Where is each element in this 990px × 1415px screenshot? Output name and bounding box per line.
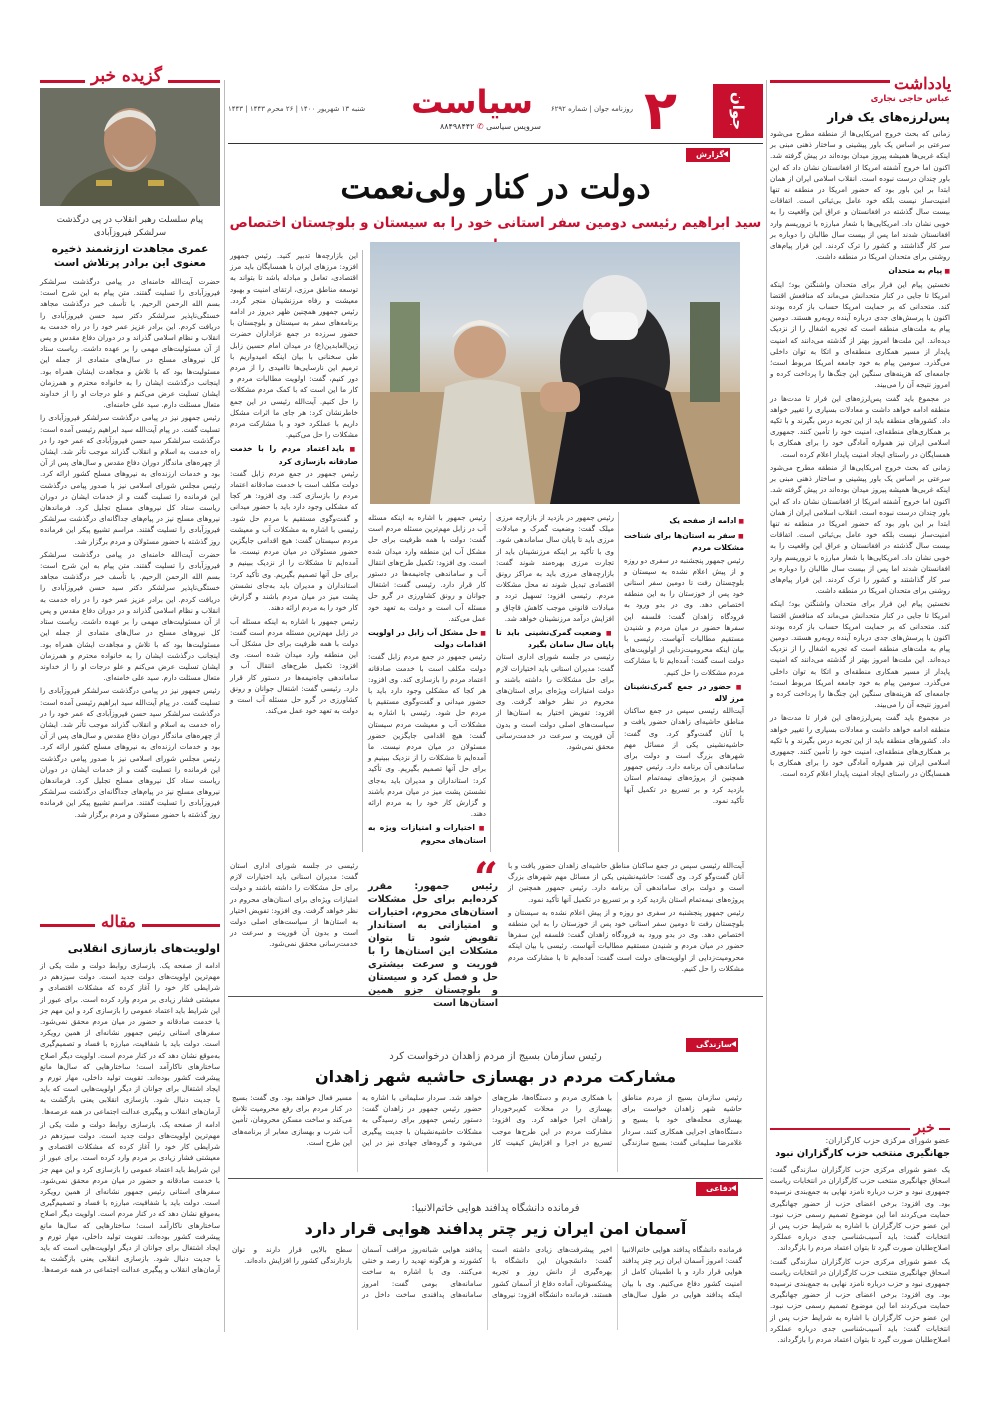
right-col-text-4: زمانی که بحث خروج امریکایی‌ها از منطقه مطرح می‌شود سرعتی بر اساس یک باور پیشینی و ساختار ذهنی مبنی بر اینکه غربی‌ها همیشه پیروز میدان بوده‌اند در پیش گرفته شد. اکنون اما خروج آشفته امریکا از افغانستان نشان داد که این باور چندان درست نبوده است. انقلاب اسلامی ایران از همان ابتدا بر این باور بود که حضور امریکا در منطقه نه تنها امنیت‌ساز نیست بلکه خود عامل بی‌ثباتی است. اتفاقات بیست سال گذشته در افغانستان و عراق این واقعیت را به خوبی نشان داد. امریکایی‌ها با شعار مبارزه با تروریسم وارد افغانستان شدند اما پس از بیست سال طالبان را دوباره بر سر کار گذاشتند و کشور را ترک کردند. این فرار پیام‌های روشنی برای متحدان امریکا در منطقه داشت. (770, 462, 950, 596)
right-col-text-2: نخستین پیام این فرار برای متحدان واشنگتن بود؛ اینکه امریکا تا جایی در کنار متحدانش می‌ماند که منافعش اقتضا کند. متحدانی که بر حمایت امریکا حساب باز کرده بودند اکنون با پرسش‌های جدی درباره آینده روبه‌رو هستند. دومین پیام به ملت‌های منطقه است که تجربه اشغال را از نزدیک دیده‌اند. این ملت‌ها امروز بهتر از گذشته می‌دانند که امنیت پایدار از مسیر همکاری منطقه‌ای و اتکا به توان داخلی می‌گذرد. سومین پیام به خود جامعه امریکا مربوط است؛ جامعه‌ای که هزینه‌های سنگین این جنگ‌ها را پرداخت کرده و امروز نتیجه آن را می‌بیند. (770, 279, 950, 390)
right-col-text-6: در مجموع باید گفت پس‌لرزه‌های این فرار تا مدت‌ها در منطقه ادامه خواهد داشت و معادلات بسیاری را تغییر خواهد داد. کشورهای منطقه باید از این تجربه درس بگیرند و با تکیه بر همکاری‌های منطقه‌ای، امنیت خود را تأمین کنند. جمهوری اسلامی ایران نیز همواره آمادگی خود را برای همکاری با همسایگان در راستای ایجاد امنیت پایدار اعلام کرده است. (770, 713, 950, 779)
story3-body-text: فرمانده دانشگاه پدافند هوایی خاتم‌الانبیا گفت: امروز آسمان ایران زیر چتر پدافند هوایی قرار دارد و با اطمینان کامل از امنیت کشور دفاع می‌کنیم. وی با بیان اینکه پدافند هوایی در طول سال‌های اخیر پیشرفت‌های زیادی داشته است گفت: دانشجویان این دانشگاه با بهره‌گیری از دانش روز و تجربه پیشکسوتان، آماده دفاع از آسمان کشور هستند. فرمانده دانشگاه افزود: نیروهای پدافند هوایی شبانه‌روز مراقب آسمان کشورند و هرگونه تهدید را رصد و خنثی می‌کنند. وی با اشاره به ساخت سامانه‌های بومی گفت: امروز سامانه‌های پدافندی ساخت داخل در سطح بالایی قرار دارند و توان بازدارندگی کشور را افزایش داده‌اند. (232, 1245, 742, 1299)
left-col-kicker: پیام سلسلت رهبر انقلاب در پی درگذشت سرلشکر فیروزآبادی (56, 215, 204, 238)
left-col-text-3: حضرت آیت‌الله خامنه‌ای در پیامی درگذشت سرلشکر فیروزآبادی را تسلیت گفتند. متن پیام به این شرح است: بسم الله الرحمن الرحیم. با تأسف خبر درگذشت مجاهد خستگی‌ناپذیر سرلشکر دکتر سید حسن فیروزآبادی را دریافت کردم. این برادر عزیز عمر خود را در راه خدمت به انقلاب و نظام اسلامی گذراند و در دوران دفاع مقدس و پس از آن مسئولیت‌های مهمی را بر عهده داشت. ریاست ستاد کل نیروهای مسلح در سال‌های متمادی از جمله این مسئولیت‌ها بود که با تلاش و مجاهدت ایشان همراه بود. اینجانب درگذشت ایشان را به خانواده محترم و همرزمان ایشان تسلیت عرض می‌کنم و علو درجات او را از خداوند متعال مسئلت دارم. سید علی خامنه‌ای. (40, 549, 220, 683)
pull-quote-text: رئیس جمهور: مقرر کرده‌ایم برای حل مشکلات استان‌های محروم، اختیارات و امتیازاتی به استاندار تفویض شود تا بتوان مشکلات این استان‌ها را با فوریت و سرعت بیشتری حل و فصل کرد و سیستان و بلوچستان جزو همین استان‌ها است (368, 881, 498, 1009)
left-col-tag: گزیده خبر (85, 66, 168, 86)
main-col-1-text: رئیس جمهور پنجشنبه در سفری دو روزه و از پیش اعلام نشده به سیستان و بلوچستان رفت تا دومین سفر استانی خود پس از خوزستان را به این منطقه اختصاص دهد. وی در بدو ورود به فرودگاه زاهدان گفت: فلسفه این سفرها حضور در میان مردم و شنیدن مستقیم مطالبات آنهاست. رئیسی با بیان اینکه محرومیت‌زدایی از اولویت‌های دولت است گفت: آمده‌ایم تا با مشارکت مردم مشکلات را حل کنیم. (624, 555, 744, 677)
main-sub-water: ■ حل مشکل آب زابل در اولویت اقدامات دولت (368, 627, 486, 650)
main-col-4-text-2: رئیس جمهور با اشاره به اینکه مسئله آب در زابل مهم‌ترین مسئله مردم است گفت: دولت با همه ظرفیت برای حل مشکل آب این منطقه وارد میدان شده است. وی افزود: تکمیل طرح‌های انتقال آب و ساماندهی چاه‌نیمه‌ها در دستور کار قرار دارد. رئیسی گفت: اشتغال جوانان و رونق کشاورزی در گرو حل مسئله آب است و دولت به تعهد خود عمل می‌کند. (230, 616, 358, 716)
main-col-2-text-2: رئیسی در جلسه شورای اداری استان گفت: مدیران استانی باید اختیارات لازم برای حل مشکلات را داشته باشند و دولت امتیازات ویژه‌ای برای استان‌های محروم در نظر خواهد گرفت. وی افزود: تفویض اختیار به استان‌ها از سیاست‌های اصلی دولت است و بدون آن فوریت و سرعت در خدمت‌رسانی محقق نمی‌شود. (496, 652, 614, 752)
story3-body (232, 1244, 742, 1330)
main-col-4 (230, 250, 358, 852)
story2-body-text: رئیس سازمان بسیج از مردم مناطق حاشیه شهر زاهدان خواست برای بهسازی محله‌های خود با بسیج و دستگاه‌های اجرایی همکاری کنند. سردار غلامرضا سلیمانی گفت: بسیج سازندگی با همکاری مردم و دستگاه‌ها، طرح‌های بهسازی را در محلات کم‌برخوردار زاهدان اجرا خواهد کرد. وی افزود: مشارکت مردم در این طرح‌ها موجب تسریع در اجرا و افزایش کیفیت کار خواهد شد. سردار سلیمانی با اشاره به حضور رئیس جمهور در زاهدان گفت: دستور رئیس جمهور برای رسیدگی به مشکلات حاشیه‌نشینان با جدیت پیگیری می‌شود و گروه‌های جهادی نیز در این مسیر فعال خواهند بود. وی گفت: بسیج در کنار مردم برای رفع محرومیت تلاش می‌کند و ساخت مسکن محرومان، تأمین آب شرب و بهسازی معابر از برنامه‌های این طرح است. (232, 1093, 742, 1147)
maqale-body (40, 960, 220, 1332)
main-subhead: سید ابراهیم رئیسی دومین سفر استانی خود را به سیستان و بلوچستان اختصاص (229, 215, 762, 231)
right-col-text-3: در مجموع باید گفت پس‌لرزه‌های این فرار تا مدت‌ها در منطقه ادامه خواهد داشت و معادلات بسیاری را تغییر خواهد داد. کشورهای منطقه باید از این تجربه درس بگیرند و با تکیه بر همکاری‌های منطقه‌ای، امنیت خود را تأمین کنند. جمهوری اسلامی ایران نیز همواره آمادگی خود را برای همکاری با همسایگان در راستای ایجاد امنیت پایدار اعلام کرده است. (770, 393, 950, 459)
story2-headline: مشارکت مردم در بهسازی حاشیه شهر زاهدان (315, 1067, 676, 1086)
quote-mark-icon: “ (473, 853, 498, 902)
main-col-5 (230, 860, 358, 992)
main-col-6 (508, 860, 744, 992)
news-box-text-2: یک عضو شورای مرکزی حزب کارگزاران سازندگی گفت: اسحاق جهانگیری منتخب حزب کارگزاران در انتخابات ریاست جمهوری نبود و حزب درباره نامزد نهایی به جمع‌بندی نرسیده بود. وی افزود: برخی اعضای حزب از حضور جهانگیری حمایت می‌کردند اما این موضوع تصمیم رسمی حزب نبود. این عضو حزب کارگزاران با اشاره به شرایط حزب پس از انتخابات گفت: باید آسیب‌شناسی جدی درباره عملکرد اصلاح‌طلبان صورت گیرد تا بتوان اعتماد مردم را بازگرداند. (770, 1256, 950, 1345)
pull-quote (368, 853, 498, 1009)
main-col-6-text-2: رئیس جمهور پنجشنبه در سفری دو روزه و از پیش اعلام نشده به سیستان و بلوچستان رفت تا دومین سفر استانی خود پس از خوزستان را به این منطقه اختصاص دهد. وی در بدو ورود به فرودگاه زاهدان گفت: فلسفه این سفرها حضور در میان مردم و شنیدن مستقیم مطالبات آنهاست. رئیسی با بیان اینکه محرومیت‌زدایی از اولویت‌های دولت است گفت: آمده‌ایم تا با مشارکت مردم مشکلات را حل کنیم. (508, 907, 744, 973)
main-col-2 (496, 512, 614, 852)
maqale-text-1: ادامه از صفحه یک. بازسازی روابط دولت و ملت یکی از مهم‌ترین اولویت‌های دولت جدید است. دولت سیزدهم در شرایطی کار خود را آغاز کرده که مشکلات اقتصادی و معیشتی فشار زیادی بر مردم وارد کرده است. برای عبور از این شرایط باید اعتماد عمومی را بازسازی کرد و این مهم جز با خدمت صادقانه و حضور در میان مردم محقق نمی‌شود. سفرهای استانی رئیس جمهور نشانه‌ای از همین رویکرد است. دولت باید با شفافیت، مبارزه با فساد و تصمیم‌گیری به‌موقع نشان دهد که در کنار مردم است. اولویت دیگر اصلاح ساختارهای ناکارآمد است؛ ساختارهایی که سال‌ها مانع پیشرفت کشور بوده‌اند. تقویت تولید داخلی، مهار تورم و ایجاد اشتغال برای جوانان از دیگر اولویت‌هایی است که باید با جدیت دنبال شود. بازسازی انقلابی یعنی بازگشت به آرمان‌های انقلاب و پیگیری عدالت اجتماعی در همه عرصه‌ها. (40, 961, 220, 1116)
left-col-text-1: حضرت آیت‌الله خامنه‌ای در پیامی درگذشت سرلشکر فیروزآبادی را تسلیت گفتند. متن پیام به این شرح است: بسم الله الرحمن الرحیم. با تأسف خبر درگذشت مجاهد خستگی‌ناپذیر سرلشکر دکتر سید حسن فیروزآبادی را دریافت کردم. این برادر عزیز عمر خود را در راه خدمت به انقلاب و نظام اسلامی گذراند و در دوران دفاع مقدس و پس از آن مسئولیت‌های مهمی را بر عهده داشت. ریاست ستاد کل نیروهای مسلح در سال‌های متمادی از جمله این مسئولیت‌ها بود که با تلاش و مجاهدت ایشان همراه بود. اینجانب درگذشت ایشان را به خانواده محترم و همرزمان ایشان تسلیت عرض می‌کنم و علو درجات او را از خداوند متعال مسئلت دارم. سید علی خامنه‌ای. (40, 277, 220, 410)
main-lead-text: این بازارچه‌ها تدبیر کنید. رئیس جمهور افزود: مرزهای ایران با همسایگان باید مرز اقتصادی، تعامل و مبادله باشد تا بتواند به توسعه مناطق مرزی، ارتقای امنیت و بهبود معیشت و رفاه مرزنشینان منجر گردد. رئیس جمهور همچنین ظهر دیروز در ادامه برنامه‌های سفر به سیستان و بلوچستان با حضور سرزده در جمع عزاداران حضرت زین‌العابدین(ع) در میدان امام حسین زابل طی سخنانی با بیان اینکه امیدواریم با ترمیم این نارسایی‌ها ناامیدی را از مردم دور کنیم، گفت: اولویت مطالبات مردم و کار ما این است که با کمک مردم مشکلات را حل کنیم. آیت‌الله رئیسی در این جمع خاطرنشان کرد: هر جای ما اثرات مشکل داریم با عملکرد خود و با مشارکت مردم مشکلات را حل می‌کنیم. (230, 251, 358, 440)
news-box-kicker: عضو شورای مرکزی حزب کارگزاران: (825, 1136, 950, 1145)
date-line: شنبه ۱۳ شهریور ۱۴۰۰ | ۲۶ محرم ۱۴۴۳ | ۱۴۴۳ (228, 105, 366, 113)
story2-body (232, 1092, 742, 1172)
main-sub-trips: ■ سفر به استان‌ها برای شناخت مشکلات مردم (624, 530, 744, 553)
right-col-sub: ■ پیام به متحدان (770, 265, 950, 277)
main-col-2-text: رئیس جمهور در بازدید از بازارچه مرزی میلک گفت: وضعیت گمرک و مبادلات مرزی باید تا پایان سال ساماندهی شود. وی با تأکید بر اینکه مرزنشینان باید از تجارت مرزی بهره‌مند شوند گفت: بازارچه‌های مرزی باید به مراکز رونق اقتصادی تبدیل شوند نه محل مشکلات مردم. رئیسی افزود: تسهیل تردد و مبادلات قانونی موجب کاهش قاچاق و افزایش درآمد مرزنشینان خواهد شد. (496, 513, 614, 623)
main-sub-continue: ■ ادامه از صفحه یک (624, 515, 744, 527)
main-story-tag: گزارش (686, 148, 730, 162)
page-number: ۲ (644, 79, 677, 142)
photo-scene (370, 242, 740, 504)
right-col-text-5: نخستین پیام این فرار برای متحدان واشنگتن بود؛ اینکه امریکا تا جایی در کنار متحدانش می‌ماند که منافعش اقتضا کند. متحدانی که بر حمایت امریکا حساب باز کرده بودند اکنون با پرسش‌های جدی درباره آینده روبه‌رو هستند. دومین پیام به ملت‌های منطقه است که تجربه اشغال را از نزدیک دیده‌اند. این ملت‌ها امروز بهتر از گذشته می‌دانند که امنیت پایدار از مسیر همکاری منطقه‌ای و اتکا به توان داخلی می‌گذرد. سومین پیام به خود جامعه امریکا مربوط است؛ جامعه‌ای که هزینه‌های سنگین این جنگ‌ها را پرداخت کرده و امروز نتیجه آن را می‌بیند. (770, 599, 950, 710)
col-divider-2 (490, 512, 491, 852)
logo: جوان (713, 84, 763, 138)
story3-headline: آسمان امن ایران زیر چتر پدافند هوایی قرار دارد (304, 1219, 687, 1238)
main-photo (370, 242, 740, 504)
phone-icon: ✆ (476, 122, 484, 131)
story3-kicker: فرمانده دانشگاه پدافند هوایی خاتم‌الانبیا: (411, 1203, 580, 1214)
portrait-photo (40, 88, 220, 206)
right-divider (766, 80, 767, 1332)
main-col-3-text: رئیس جمهور با اشاره به اینکه مسئله آب در زابل مهم‌ترین مسئله مردم است گفت: دولت با همه ظرفیت برای حل مشکل آب این منطقه وارد میدان شده است. وی افزود: تکمیل طرح‌های انتقال آب و ساماندهی چاه‌نیمه‌ها در دستور کار قرار دارد. رئیسی گفت: اشتغال جوانان و رونق کشاورزی در گرو حل مسئله آب است و دولت به تعهد خود عمل می‌کند. (368, 513, 486, 623)
section-title: سیاست (411, 83, 533, 121)
main-col-1 (624, 512, 744, 852)
main-sub-border: ■ وضعیت گمرک‌نشینی باید تا پایان سال سامان بگیرد (496, 627, 614, 650)
maqale-text-2: ادامه از صفحه یک. بازسازی روابط دولت و ملت یکی از مهم‌ترین اولویت‌های دولت جدید است. دولت سیزدهم در شرایطی کار خود را آغاز کرده که مشکلات اقتصادی و معیشتی فشار زیادی بر مردم وارد کرده است. برای عبور از این شرایط باید اعتماد عمومی را بازسازی کرد و این مهم جز با خدمت صادقانه و حضور در میان مردم محقق نمی‌شود. سفرهای استانی رئیس جمهور نشانه‌ای از همین رویکرد است. دولت باید با شفافیت، مبارزه با فساد و تصمیم‌گیری به‌موقع نشان دهد که در کنار مردم است. اولویت دیگر اصلاح ساختارهای ناکارآمد است؛ ساختارهایی که سال‌ها مانع پیشرفت کشور بوده‌اند. تقویت تولید داخلی، مهار تورم و ایجاد اشتغال برای جوانان از دیگر اولویت‌هایی است که باید با جدیت دنبال شود. بازسازی انقلابی یعنی بازگشت به آرمان‌های انقلاب و پیگیری عدالت اجتماعی در همه عرصه‌ها. (40, 1119, 220, 1275)
main-col-3-text-2: رئیس جمهور در جمع مردم زابل گفت: دولت مکلف است با خدمت صادقانه اعتماد مردم را بازسازی کند. وی افزود: هر کجا که مشکلی وجود دارد باید با حضور میدانی و گفت‌وگوی مستقیم با مردم حل شود. رئیسی با اشاره به مشکلات آب و معیشت مردم سیستان گفت: هیچ اقدامی جایگزین حضور مسئولان در میان مردم نیست. ما آمده‌ایم تا مشکلات را از نزدیک ببینیم و برای حل آنها تصمیم بگیریم. وی تأکید کرد: استانداران و مدیران باید به‌جای نشستن پشت میز در میان مردم باشند و گزارش کار خود را به مردم ارائه دهند. (368, 652, 486, 819)
maqale-title: اولویت‌های بازسازی انقلابی (67, 942, 220, 955)
masthead-rule (228, 143, 763, 144)
left-col-text-4: رئیس جمهور نیز در پیامی درگذشت سرلشکر فیروزآبادی را تسلیت گفت. در پیام آیت‌الله سید ابراهیم رئیسی آمده است: درگذشت سرلشکر سید حسن فیروزآبادی که عمر خود را در راه خدمت به اسلام و انقلاب گذراند موجب تأثر شد. ایشان از چهره‌های ماندگار دوران دفاع مقدس و سال‌های پس از آن بود و خدمات ارزنده‌ای به نیروهای مسلح کشور ارائه کرد. رئیس مجلس شورای اسلامی نیز با صدور پیامی درگذشت این فرمانده را تسلیت گفت و از خدمات ایشان در دوران ریاست ستاد کل نیروهای مسلح تجلیل کرد. فرماندهان نیروهای مسلح نیز در پیام‌های جداگانه‌ای درگذشت سرلشکر فیروزآبادی را تسلیت گفتند. مراسم تشییع پیکر این فرمانده روز گذشته با حضور مسئولان و مردم برگزار شد. (40, 686, 220, 819)
story2-kicker: رئیس سازمان بسیج از مردم زاهدان درخواست کرد (389, 1051, 602, 1062)
right-col-author: عباس حاجی نجاری (870, 94, 950, 104)
right-col-title: پس‌لرزه‌های یک فرار (827, 110, 950, 124)
news-box-tag: خبر (910, 1120, 939, 1136)
news-box-text: یک عضو شورای مرکزی حزب کارگزاران سازندگی گفت: اسحاق جهانگیری منتخب حزب کارگزاران در انتخابات ریاست جمهوری نبود و حزب درباره نامزد نهایی به جمع‌بندی نرسیده بود. وی افزود: برخی اعضای حزب از حضور جهانگیری حمایت می‌کردند اما این موضوع تصمیم رسمی حزب نبود. این عضو حزب کارگزاران با اشاره به شرایط حزب پس از انتخابات گفت: باید آسیب‌شناسی جدی درباره عملکرد اصلاح‌طلبان صورت گیرد تا بتوان اعتماد مردم را بازگرداند. (770, 1165, 950, 1253)
main-col-6-text: آیت‌الله رئیسی سپس در جمع ساکنان مناطق حاشیه‌ای زاهدان حضور یافت و با آنان گفت‌وگو کرد. وی گفت: حاشیه‌نشینی یکی از مسائل مهم شهرهای بزرگ است و دولت برای ساماندهی آن برنامه دارد. رئیس جمهور همچنین از پروژه‌های نیمه‌تمام استان بازدید کرد و بر تسریع در تکمیل آنها تأکید نمود. (508, 861, 744, 904)
story3-rule (228, 1178, 763, 1179)
main-col-1-text-2: آیت‌الله رئیسی سپس در جمع ساکنان مناطق حاشیه‌ای زاهدان حضور یافت و با آنان گفت‌وگو کرد. وی گفت: حاشیه‌نشینی یکی از مسائل مهم شهرهای بزرگ است و دولت برای ساماندهی آن برنامه دارد. رئیس جمهور همچنین از پروژه‌های نیمه‌تمام استان بازدید کرد و بر تسریع در تکمیل آنها تأکید نمود. (624, 706, 744, 805)
story3-tag: دفاعی (696, 1182, 738, 1196)
maqale-tag: مقاله (95, 912, 142, 931)
col-divider-1 (618, 512, 619, 852)
section-phone: ۸۸۴۹۸۴۴۲ (439, 122, 475, 131)
col-divider-3 (362, 250, 363, 852)
story2-tag: سازندگی (686, 1038, 738, 1052)
main-col-5-text: رئیسی در جلسه شورای اداری استان گفت: مدیران استانی باید اختیارات لازم برای حل مشکلات را داشته باشند و دولت امتیازات ویژه‌ای برای استان‌های محروم در نظر خواهد گرفت. وی افزود: تفویض اختیار به استان‌ها از سیاست‌های اصلی دولت است و بدون آن فوریت و سرعت در خدمت‌رسانی محقق نمی‌شود. (230, 861, 358, 949)
left-col-body (40, 276, 220, 908)
section-sub (440, 122, 541, 131)
main-sub-powers: ■ اختیارات و امتیازات ویژه به استان‌های محروم (368, 822, 486, 845)
story2-rule (228, 996, 763, 997)
main-col-3 (368, 512, 486, 852)
left-col-text-2: رئیس جمهور نیز در پیامی درگذشت سرلشکر فیروزآبادی را تسلیت گفت. در پیام آیت‌الله سید ابراهیم رئیسی آمده است: درگذشت سرلشکر سید حسن فیروزآبادی که عمر خود را در راه خدمت به اسلام و انقلاب گذراند موجب تأثر شد. ایشان از چهره‌های ماندگار دوران دفاع مقدس و سال‌های پس از آن بود و خدمات ارزنده‌ای به نیروهای مسلح کشور ارائه کرد. رئیس مجلس شورای اسلامی نیز با صدور پیامی درگذشت این فرمانده را تسلیت گفت و از خدمات ایشان در دوران ریاست ستاد کل نیروهای مسلح تجلیل کرد. فرماندهان نیروهای مسلح نیز در پیام‌های جداگانه‌ای درگذشت سرلشکر فیروزآبادی را تسلیت گفتند. مراسم تشییع پیکر این فرمانده روز گذشته با حضور مسئولان و مردم برگزار شد. (40, 413, 220, 546)
main-sub-customs: ■ حضور در جمع گمرک‌نشینان مرز لاله (624, 681, 744, 704)
left-col-headline: عمری مجاهدت ارزشمند ذخیره معنوی این برادر پرتلاش است (51, 243, 209, 269)
masthead (228, 80, 763, 142)
news-box-body (770, 1164, 950, 1345)
section-sub-label: سرویس سیاسی (486, 122, 541, 131)
left-divider (224, 80, 225, 1332)
issue-line: روزنامه جوان | شماره ۶۲۹۲ (550, 105, 633, 113)
news-box-title: جهانگیری منتخب حزب کارگزاران نبود (775, 1148, 950, 1159)
right-col-tag: یادداشت (890, 74, 955, 93)
main-sub-trust: ■ باید اعتماد مردم را با خدمت صادقانه بازسازی کرد (230, 443, 358, 466)
main-headline: دولت در کنار ولی‌نعمت (340, 168, 651, 206)
main-col-4-text: رئیس جمهور در جمع مردم زابل گفت: دولت مکلف است با خدمت صادقانه اعتماد مردم را بازسازی کند. وی افزود: هر کجا که مشکلی وجود دارد باید با حضور میدانی و گفت‌وگوی مستقیم با مردم حل شود. رئیسی با اشاره به مشکلات آب و معیشت مردم سیستان گفت: هیچ اقدامی جایگزین حضور مسئولان در میان مردم نیست. ما آمده‌ایم تا مشکلات را از نزدیک ببینیم و برای حل آنها تصمیم بگیریم. وی تأکید کرد: استانداران و مدیران باید به‌جای نشستن پشت میز در میان مردم باشند و گزارش کار خود را به مردم ارائه دهند. (230, 468, 358, 613)
portrait-scene (40, 88, 220, 206)
right-col-text-1: زمانی که بحث خروج امریکایی‌ها از منطقه مطرح می‌شود سرعتی بر اساس یک باور پیشینی و ساختار ذهنی مبنی بر اینکه غربی‌ها همیشه پیروز میدان بوده‌اند در پیش گرفته شد. اکنون اما خروج آشفته امریکا از افغانستان نشان داد که این باور چندان درست نبوده است. انقلاب اسلامی ایران از همان ابتدا بر این باور بود که حضور امریکا در منطقه نه تنها امنیت‌ساز نیست بلکه خود عامل بی‌ثباتی است. اتفاقات بیست سال گذشته در افغانستان و عراق این واقعیت را به خوبی نشان داد. امریکایی‌ها با شعار مبارزه با تروریسم وارد افغانستان شدند اما پس از بیست سال طالبان را دوباره بر سر کار گذاشتند و کشور را ترک کردند. این فرار پیام‌های روشنی برای متحدان امریکا در منطقه داشت. (770, 129, 950, 262)
right-col-body (770, 128, 950, 828)
